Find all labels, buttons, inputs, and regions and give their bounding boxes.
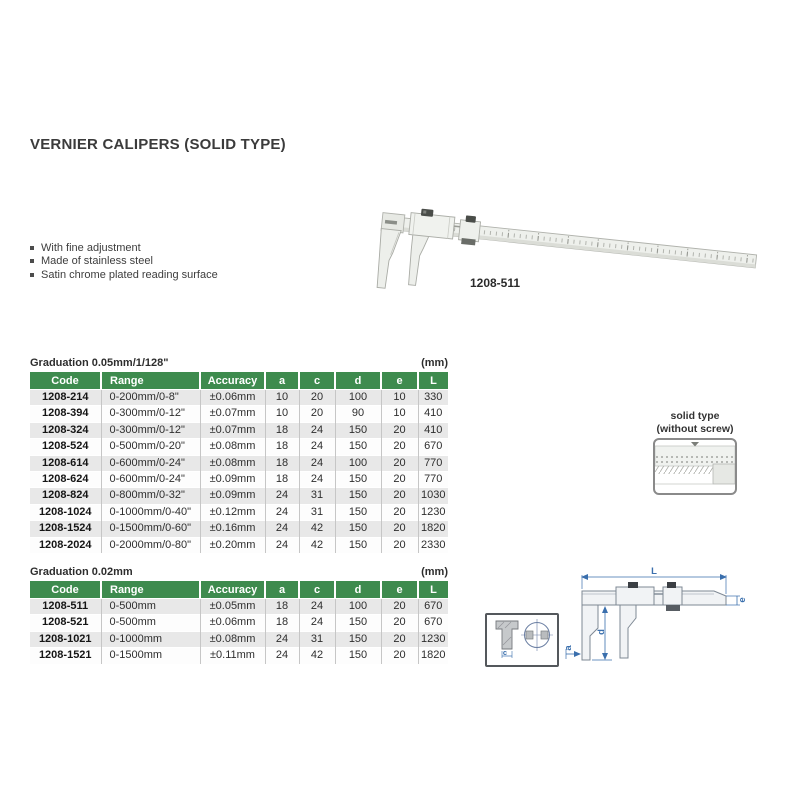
table-cell: 20 (381, 537, 418, 553)
table-cell: ±0.09mm (200, 472, 265, 488)
spec-table-graduation-002 (30, 566, 448, 664)
table-cell: 0-600mm/0-24" (101, 455, 200, 471)
table-row (30, 631, 448, 647)
table-cell: 31 (299, 504, 335, 520)
table-cell: ±0.07mm (200, 406, 265, 422)
table-cell: 150 (335, 422, 381, 438)
table-cell: 150 (335, 439, 381, 455)
table-cell: 670 (418, 615, 448, 631)
table-cell: 1820 (418, 648, 448, 664)
table-cell: 24 (299, 422, 335, 438)
dimension-label-e: e (737, 597, 748, 603)
feature-text: Satin chrome plated reading surface (41, 268, 218, 281)
table-row (30, 521, 448, 537)
table-cell: 20 (381, 488, 418, 504)
table-cell: 150 (335, 488, 381, 504)
table-cell: 1208-2024 (30, 537, 101, 553)
table-cell: 0-500mm (101, 599, 200, 615)
table-cell: 0-1000mm (101, 631, 200, 647)
table-cell: 1208-521 (30, 615, 101, 631)
column-header: d (335, 372, 381, 390)
table-cell: 1820 (418, 521, 448, 537)
table-cell: ±0.08mm (200, 455, 265, 471)
column-header: Code (30, 372, 101, 390)
table-cell: 10 (265, 406, 299, 422)
table-cell: 24 (265, 521, 299, 537)
table-cell: 2330 (418, 537, 448, 553)
table-cell: 150 (335, 648, 381, 664)
table-cell: 20 (381, 648, 418, 664)
table-cell: 0-500mm (101, 615, 200, 631)
table-cell: 24 (299, 439, 335, 455)
table-cell: 150 (335, 615, 381, 631)
column-header: L (418, 372, 448, 390)
table-row (30, 615, 448, 631)
table-cell: 18 (265, 439, 299, 455)
table-cell: 42 (299, 648, 335, 664)
table-cell: 42 (299, 537, 335, 553)
table-cell: 20 (299, 390, 335, 406)
table-cell: 1208-1524 (30, 521, 101, 537)
table-cell: 1230 (418, 631, 448, 647)
table-caption: Graduation 0.02mm (30, 566, 133, 578)
header-row (30, 581, 448, 599)
table-cell: 150 (335, 504, 381, 520)
table-cell: ±0.12mm (200, 504, 265, 520)
column-header: a (265, 581, 299, 599)
table-cell: 0-2000mm/0-80" (101, 537, 200, 553)
table-row (30, 599, 448, 615)
table-cell: 24 (299, 615, 335, 631)
table-row (30, 406, 448, 422)
spec-table-graduation-005 (30, 357, 448, 553)
table-cell: 20 (381, 504, 418, 520)
bullet-icon (30, 259, 34, 263)
table-cell: 24 (265, 504, 299, 520)
table-row (30, 455, 448, 471)
table-row (30, 390, 448, 406)
table-cell: 18 (265, 615, 299, 631)
table-cell: 330 (418, 390, 448, 406)
table-cell: ±0.06mm (200, 390, 265, 406)
column-header: d (335, 581, 381, 599)
solid-type-thumbnail (653, 438, 737, 495)
table-cell: 150 (335, 472, 381, 488)
table-cell: ±0.16mm (200, 521, 265, 537)
spec-table (30, 372, 448, 553)
column-header: c (299, 581, 335, 599)
table-cell: 1208-614 (30, 455, 101, 471)
table-cell: 0-1500mm (101, 648, 200, 664)
table-cell: 100 (335, 455, 381, 471)
column-header: Accuracy (200, 581, 265, 599)
table-cell: 20 (381, 422, 418, 438)
column-header: e (381, 372, 418, 390)
column-header: Range (101, 581, 200, 599)
table-cell: 31 (299, 631, 335, 647)
table-cell: 150 (335, 537, 381, 553)
table-cell: 1208-214 (30, 390, 101, 406)
table-unit: (mm) (421, 357, 448, 369)
table-unit: (mm) (421, 566, 448, 578)
table-row (30, 648, 448, 664)
column-header: a (265, 372, 299, 390)
feature-list (30, 241, 218, 282)
feature-item (30, 241, 218, 255)
table-cell: 18 (265, 472, 299, 488)
table-cell: ±0.08mm (200, 439, 265, 455)
table-cell: 0-500mm/0-20" (101, 439, 200, 455)
table-cell: 18 (265, 422, 299, 438)
dimension-label-c: c (502, 648, 508, 657)
column-header: Code (30, 581, 101, 599)
dimension-label-L: L (651, 566, 657, 577)
table-cell: 1208-1021 (30, 631, 101, 647)
table-cell: 770 (418, 472, 448, 488)
table-row (30, 537, 448, 553)
bullet-icon (30, 273, 34, 277)
table-cell: 670 (418, 439, 448, 455)
table-cell: ±0.07mm (200, 422, 265, 438)
table-cell: 24 (299, 455, 335, 471)
table-cell: 24 (265, 648, 299, 664)
table-cell: 0-1500mm/0-60" (101, 521, 200, 537)
table-cell: 20 (299, 406, 335, 422)
column-header: Accuracy (200, 372, 265, 390)
bullet-icon (30, 246, 34, 250)
table-cell: 42 (299, 521, 335, 537)
table-cell: 0-600mm/0-24" (101, 472, 200, 488)
table-cell: 410 (418, 422, 448, 438)
table-cell: 24 (299, 599, 335, 615)
table-cell: 0-300mm/0-12" (101, 422, 200, 438)
table-cell: 24 (265, 488, 299, 504)
table-cell: 10 (265, 390, 299, 406)
table-row (30, 488, 448, 504)
cross-section-diagram (485, 613, 559, 667)
table-cell: 90 (335, 406, 381, 422)
table-cell: 1208-624 (30, 472, 101, 488)
table-cell: 20 (381, 521, 418, 537)
table-cell: 670 (418, 599, 448, 615)
table-caption: Graduation 0.05mm/1/128" (30, 357, 169, 369)
dimension-label-a: a (563, 645, 574, 651)
table-row (30, 504, 448, 520)
table-row (30, 422, 448, 438)
table-cell: 31 (299, 488, 335, 504)
table-row (30, 472, 448, 488)
feature-text: Made of stainless steel (41, 255, 153, 268)
table-cell: 0-300mm/0-12" (101, 406, 200, 422)
table-cell: 0-200mm/0-8" (101, 390, 200, 406)
solid-type-label: solid type (without screw) (656, 410, 734, 435)
product-code-label: 1208-511 (469, 276, 521, 290)
table-cell: 150 (335, 521, 381, 537)
table-cell: 770 (418, 455, 448, 471)
table-cell: 10 (381, 390, 418, 406)
table-cell: 20 (381, 615, 418, 631)
table-cell: 1208-324 (30, 422, 101, 438)
table-cell: 100 (335, 390, 381, 406)
table-cell: 1030 (418, 488, 448, 504)
dimension-label-d: d (596, 629, 607, 635)
table-cell: 1208-511 (30, 599, 101, 615)
table-cell: 1208-524 (30, 439, 101, 455)
dimension-diagram (556, 556, 796, 674)
table-cell: 1208-394 (30, 406, 101, 422)
table-cell: 0-1000mm/0-40" (101, 504, 200, 520)
table-row (30, 439, 448, 455)
page-title: VERNIER CALIPERS (SOLID TYPE) (30, 136, 286, 153)
table-cell: 20 (381, 455, 418, 471)
table-cell: 18 (265, 455, 299, 471)
column-header: Range (101, 372, 200, 390)
table-cell: 24 (265, 537, 299, 553)
table-cell: 410 (418, 406, 448, 422)
table-cell: ±0.05mm (200, 599, 265, 615)
table-cell: 1230 (418, 504, 448, 520)
table-cell: ±0.08mm (200, 631, 265, 647)
feature-item (30, 268, 218, 282)
table-cell: 20 (381, 631, 418, 647)
header-row (30, 372, 448, 390)
table-cell: ±0.09mm (200, 488, 265, 504)
table-cell: 20 (381, 472, 418, 488)
table-cell: 150 (335, 631, 381, 647)
feature-text: With fine adjustment (41, 241, 141, 254)
spec-table (30, 581, 448, 664)
feature-item (30, 255, 218, 269)
table-cell: 100 (335, 599, 381, 615)
table-cell: 20 (381, 599, 418, 615)
table-cell: 1208-824 (30, 488, 101, 504)
table-cell: ±0.11mm (200, 648, 265, 664)
table-cell: 1208-1521 (30, 648, 101, 664)
table-cell: ±0.06mm (200, 615, 265, 631)
table-cell: 10 (381, 406, 418, 422)
table-cell: 24 (299, 472, 335, 488)
column-header: L (418, 581, 448, 599)
table-cell: ±0.20mm (200, 537, 265, 553)
table-cell: 0-800mm/0-32" (101, 488, 200, 504)
table-cell: 24 (265, 631, 299, 647)
column-header: e (381, 581, 418, 599)
caliper-product-image (356, 196, 780, 306)
table-cell: 1208-1024 (30, 504, 101, 520)
table-cell: 20 (381, 439, 418, 455)
column-header: c (299, 372, 335, 390)
table-cell: 18 (265, 599, 299, 615)
